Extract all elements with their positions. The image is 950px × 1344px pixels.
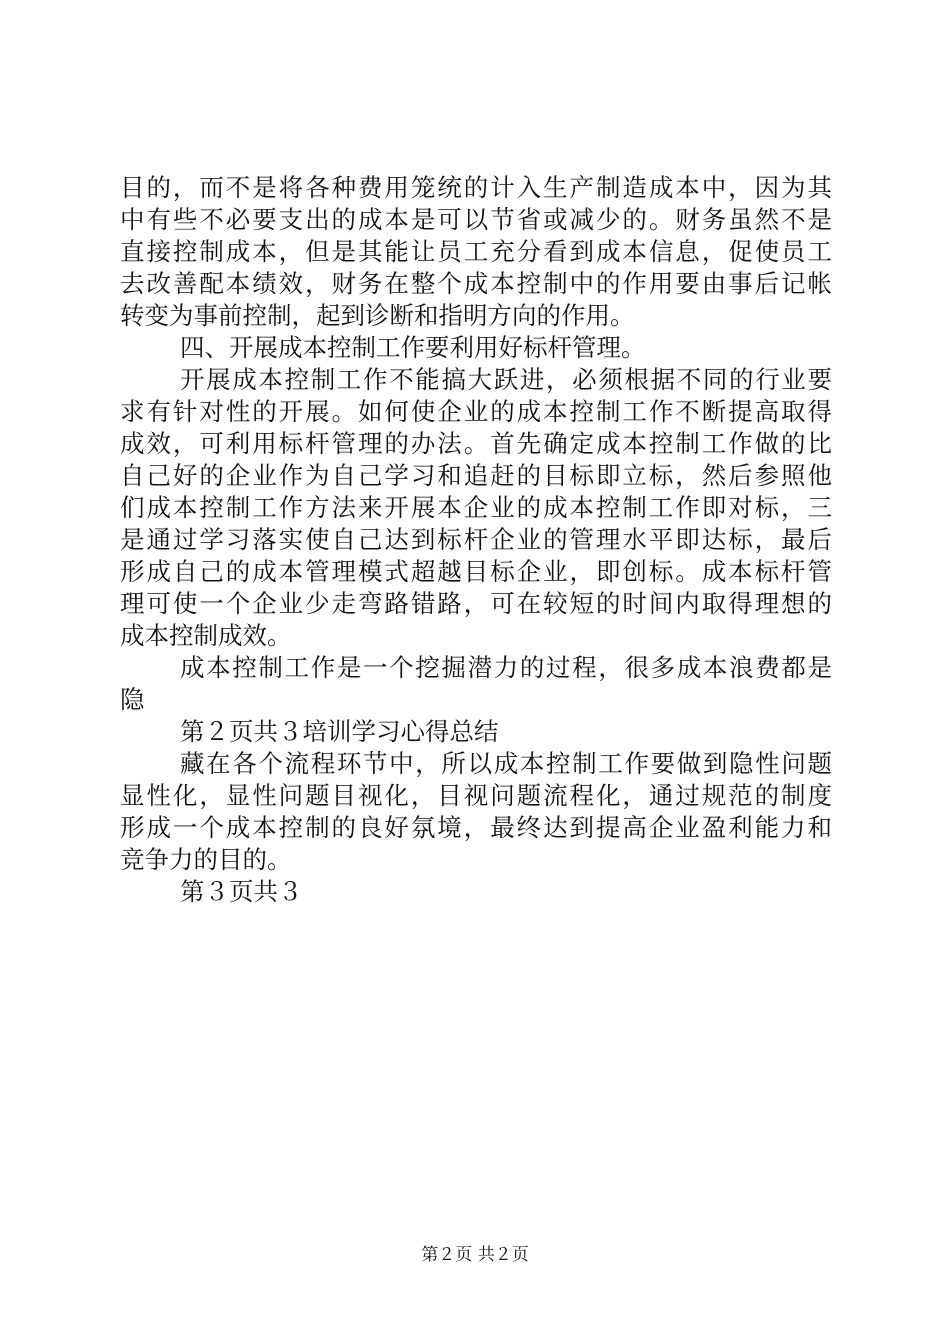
page-break-marker: 第２页共３培训学习心得总结 bbox=[180, 717, 499, 746]
paragraph-line: 隐 bbox=[120, 685, 145, 714]
paragraph-line: 成本控制工作是一个挖掘潜力的过程，很多成本浪费都是 bbox=[180, 653, 832, 682]
paragraph-line: 去改善配本绩效，财务在整个成本控制中的作用要由事后记帐 bbox=[120, 269, 832, 298]
paragraph-line: 是通过学习落实使自己达到标杆企业的管理水平即达标，最后 bbox=[120, 525, 832, 554]
paragraph-line: 成效，可利用标杆管理的办法。首先确定成本控制工作做的比 bbox=[120, 429, 832, 458]
paragraph-line: 藏在各个流程环节中，所以成本控制工作要做到隐性问题 bbox=[180, 749, 832, 778]
paragraph-line: 中有些不必要支出的成本是可以节省或减少的。财务虽然不是 bbox=[120, 205, 832, 234]
paragraph-line: 转变为事前控制，起到诊断和指明方向的作用。 bbox=[120, 301, 635, 330]
paragraph-line: 成本控制成效。 bbox=[120, 621, 292, 650]
paragraph-line: 目的，而不是将各种费用笼统的计入生产制造成本中，因为其 bbox=[120, 173, 832, 202]
paragraph-line: 开展成本控制工作不能搞大跃进，必须根据不同的行业要 bbox=[180, 365, 832, 394]
paragraph-line: 直接控制成本，但是其能让员工充分看到成本信息，促使员工 bbox=[120, 237, 832, 266]
paragraph-line: 竞争力的目的。 bbox=[120, 845, 292, 874]
section-heading: 四、开展成本控制工作要利用好标杆管理。 bbox=[180, 333, 646, 362]
paragraph-line: 显性化，显性问题目视化，目视问题流程化，通过规范的制度 bbox=[120, 781, 832, 810]
paragraph-line: 形成一个成本控制的良好氛境，最终达到提高企业盈利能力和 bbox=[120, 813, 832, 842]
page-break-marker: 第３页共３ bbox=[180, 877, 303, 906]
paragraph-line: 理可使一个企业少走弯路错路，可在较短的时间内取得理想的 bbox=[120, 589, 832, 618]
page-footer: 第２页 共２页 bbox=[421, 1245, 529, 1265]
paragraph-line: 形成自己的成本管理模式超越目标企业，即创标。成本标杆管 bbox=[120, 557, 832, 586]
paragraph-line: 自己好的企业作为自己学习和追赶的目标即立标，然后参照他 bbox=[120, 461, 832, 490]
paragraph-line: 们成本控制工作方法来开展本企业的成本控制工作即对标，三 bbox=[120, 493, 832, 522]
paragraph-line: 求有针对性的开展。如何使企业的成本控制工作不断提高取得 bbox=[120, 397, 832, 426]
